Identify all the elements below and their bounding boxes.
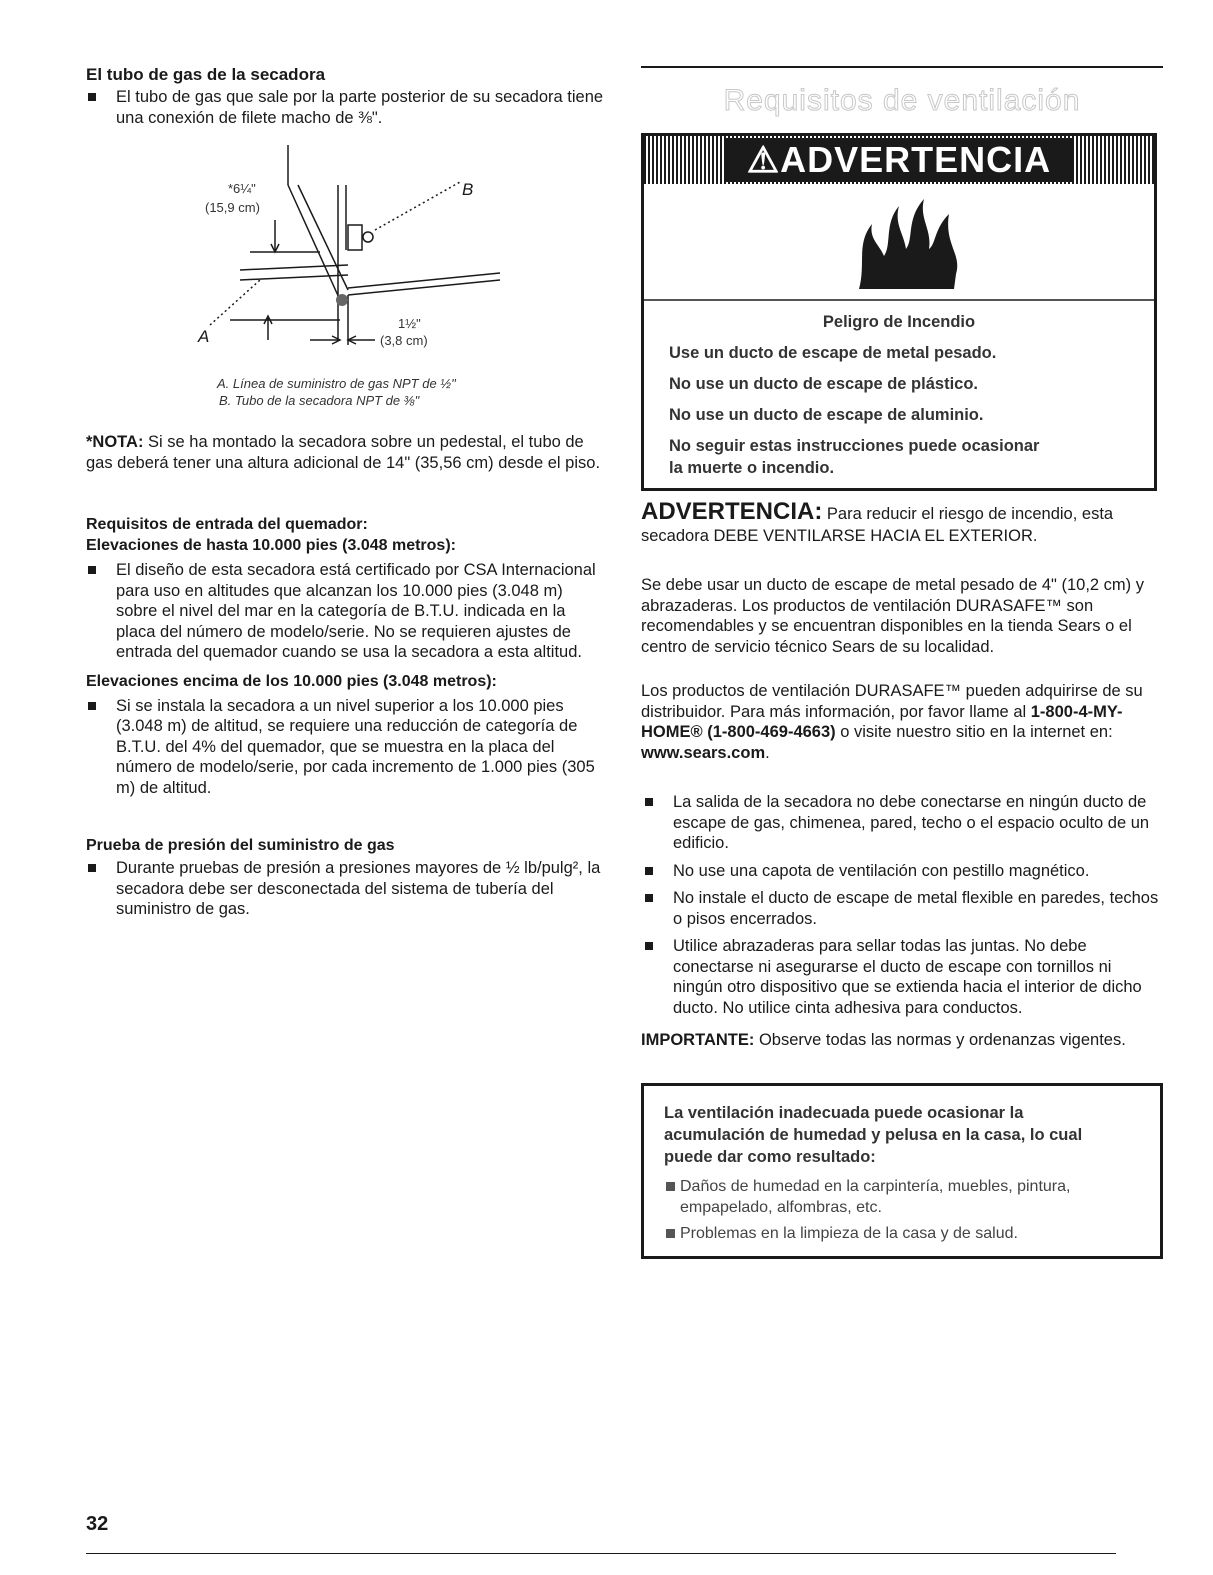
gas-connection-diagram bbox=[170, 140, 510, 360]
diagram-dim-bottom: 1½" bbox=[398, 316, 421, 331]
advertencia-label: ADVERTENCIA: bbox=[641, 498, 823, 525]
advertencia-text: Para reducir el riesgo de incendio, esta secadora DEBE VENTILARSE HACIA EL EXTERIOR. bbox=[641, 505, 1114, 545]
para2-text-b: o visite nuestro sitio en la internet en: bbox=[835, 723, 1113, 741]
warning-header-label: ⚠ADVERTENCIA bbox=[724, 138, 1074, 182]
vent-bullet: Utilice abrazaderas para sellar todas las juntas. No debe conectarse ni asegurarse el ducto de escape con tornillos ni ningún otro dispositivo que se extienda hacia el interior de dicho ducto. No utilice cinta adhesiva para conductos. bbox=[643, 936, 1163, 1018]
diagram-dim-bottom-cm: (3,8 cm) bbox=[380, 333, 428, 348]
info-line1: La ventilación inadecuada puede ocasionar la bbox=[664, 1104, 1024, 1122]
gas-pipe-heading: El tubo de gas de la secadora bbox=[86, 65, 326, 84]
advertencia-statement bbox=[641, 498, 1163, 547]
pressure-heading: Prueba de presión del suministro de gas bbox=[86, 837, 395, 854]
burner-heading: Requisitos de entrada del quemador: bbox=[86, 516, 368, 533]
diagram-caption bbox=[217, 375, 577, 409]
warning-title: Peligro de Incendio bbox=[822, 313, 976, 331]
caption-a: A. Línea de suministro de gas NPT de ½" bbox=[217, 376, 456, 391]
fire-hazard-icon bbox=[844, 194, 964, 294]
ventilation-para1 bbox=[641, 575, 1151, 657]
nota-section bbox=[86, 432, 606, 473]
warning-line4a: No seguir estas instrucciones puede ocasionar bbox=[669, 437, 1040, 455]
sears-url-link[interactable]: www.sears.com bbox=[641, 743, 766, 762]
burner-sub2: Elevaciones encima de los 10.000 pies (3.048 metros): bbox=[86, 672, 497, 690]
section-title: Requisitos de ventilación bbox=[723, 84, 1081, 117]
warning-box bbox=[641, 133, 1157, 491]
nota-text: Si se ha montado la secadora sobre un pedestal, el tubo de gas deberá tener una altura adicional de 14" (35,56 cm) desde el piso. bbox=[86, 433, 601, 472]
importante-label: IMPORTANTE: bbox=[641, 1031, 755, 1049]
warning-header-bar bbox=[644, 136, 1154, 184]
importante-text: Observe todas las normas y ordenanzas vigentes. bbox=[754, 1031, 1126, 1049]
burner-bullet1: El diseño de esta secadora está certificado por CSA Internacional para uso en altitudes que alcanzan los 10.000 pies (3.048 m) sobre el nivel del mar en la categoría de B.T.U. indicada en la placa del número de modelo/serie. No se requieren ajustes de entrada del quemador cuando se usa la secadora a esta altitud. bbox=[86, 560, 606, 663]
para2-text-a: Los productos de ventilación DURASAFE™ pueden adquirirse de su distribuidor. Para más información, por favor llame al bbox=[641, 682, 1143, 721]
para2-end: . bbox=[765, 743, 770, 762]
diagram-label-b: B bbox=[462, 180, 474, 199]
info-box bbox=[641, 1083, 1163, 1259]
diagram-dim-top-cm: (15,9 cm) bbox=[205, 200, 260, 215]
importante-note bbox=[641, 1030, 1151, 1051]
warning-line1: Use un ducto de escape de metal pesado. bbox=[669, 344, 997, 362]
pressure-section bbox=[86, 835, 606, 920]
para1-text: Se debe usar un ducto de escape de metal pesado de 4" (10,2 cm) y abrazaderas. Los productos de ventilación DURASAFE™ son recomendables y se encuentran disponibles en la tienda Sears o el centro de servicio técnico Sears de su localidad. bbox=[641, 576, 1145, 656]
vent-bullet: La salida de la secadora no debe conectarse en ningún ducto de escape de gas, chimenea, pared, techo o el espacio oculto de un edificio. bbox=[643, 792, 1163, 854]
gas-pipe-section bbox=[86, 64, 606, 128]
info-line2: acumulación de humedad y pelusa en la casa, lo cual bbox=[664, 1126, 1083, 1144]
fire-hazard-shape bbox=[859, 199, 957, 289]
ventilation-para2 bbox=[641, 681, 1151, 763]
info-item1: Daños de humedad en la carpintería, muebles, pintura, empapelado, alfombras, etc. bbox=[664, 1176, 1144, 1218]
nota-label: *NOTA: bbox=[86, 433, 144, 451]
top-rule bbox=[641, 66, 1163, 68]
phone-link[interactable]: 1-800-4-MY-HOME® (1-800-469-4663) bbox=[641, 702, 1123, 741]
vent-bullet: No instale el ducto de escape de metal flexible en paredes, techos o pisos encerrados. bbox=[643, 888, 1163, 929]
vent-bullet: No use una capota de ventilación con pestillo magnético. bbox=[643, 861, 1163, 882]
warning-line4b: la muerte o incendio. bbox=[669, 459, 835, 477]
diagram-lines bbox=[210, 145, 500, 345]
diagram-dim-top: *6¼" bbox=[228, 181, 256, 196]
vent-bullets bbox=[643, 792, 1163, 1018]
pipe-fitting-marker bbox=[336, 294, 348, 306]
pressure-bullet: Durante pruebas de presión a presiones mayores de ½ lb/pulg², la secadora debe ser desconectada del sistema de tubería del suministro de gas. bbox=[86, 858, 606, 920]
burner-sub1: Elevaciones de hasta 10.000 pies (3.048 metros): bbox=[86, 537, 456, 554]
bottom-rule bbox=[86, 1553, 1116, 1554]
warning-line3: No use un ducto de escape de aluminio. bbox=[669, 406, 984, 424]
info-line3: puede dar como resultado: bbox=[664, 1148, 876, 1166]
burner-section bbox=[86, 514, 606, 798]
info-item2: Problemas en la limpieza de la casa y de salud. bbox=[664, 1223, 1144, 1244]
warning-body bbox=[644, 299, 1154, 488]
diagram-label-a: A bbox=[198, 327, 210, 346]
page-number: 32 bbox=[86, 1513, 109, 1535]
burner-bullet2: Si se instala la secadora a un nivel superior a los 10.000 pies (3.048 m) de altitud, se requiere una reducción de categoría de B.T.U. del 4% del quemador, que se muestra en la placa del número de modelo/serie, por cada incremento de 1.000 pies (305 m) de altitud. bbox=[86, 696, 606, 799]
caption-b: B. Tubo de la secadora NPT de ⅜" bbox=[219, 393, 420, 408]
gas-pipe-bullet: El tubo de gas que sale por la parte posterior de su secadora tiene una conexión de filete macho de ⅜". bbox=[86, 87, 606, 128]
warning-line2: No use un ducto de escape de plástico. bbox=[669, 375, 978, 393]
